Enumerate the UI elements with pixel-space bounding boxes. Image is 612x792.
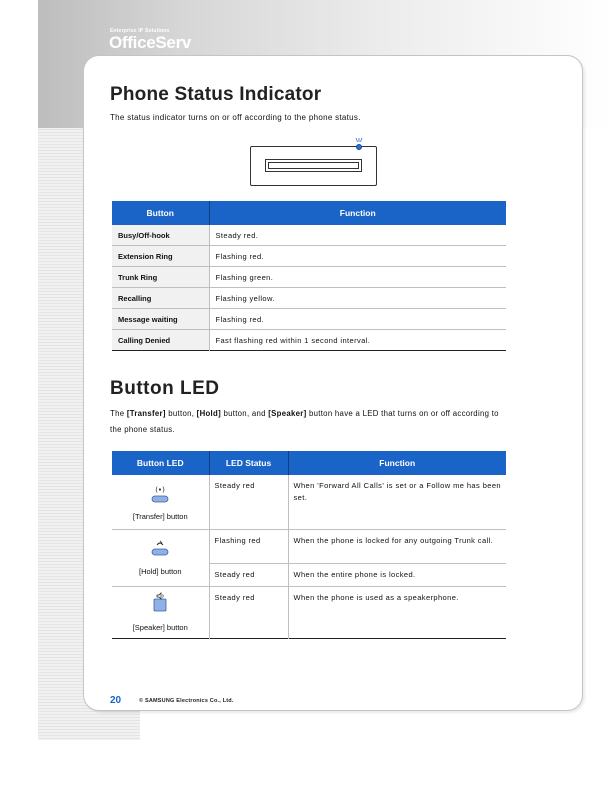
table-row (112, 586, 506, 638)
button-led-table (112, 451, 506, 639)
phone-display-illustration (250, 146, 377, 186)
table-row (112, 309, 506, 330)
brand-logo: OfficeServ (109, 33, 192, 52)
speaker-button-cell (112, 586, 209, 638)
led-function: When the entire phone is locked. (288, 563, 506, 586)
speaker-button-icon (149, 592, 171, 614)
transfer-button-icon (149, 483, 171, 505)
section-title-button-led: Button LED (110, 378, 220, 399)
section-intro-phone-status: The status indicator turns on or off according to the phone status. (110, 113, 361, 122)
led-function: When the phone is locked for any outgoing Trunk call. (293, 535, 494, 545)
row-function: Flashing green. (209, 267, 506, 288)
page-number: 20 (110, 695, 122, 706)
row-button: Busy/Off-hook (112, 225, 209, 246)
section-title-phone-status: Phone Status Indicator (110, 84, 322, 105)
transfer-button-label: [Transfer] button (132, 511, 188, 521)
header-button-led: Button LED (112, 451, 209, 475)
led-status: Steady red (209, 586, 288, 638)
svg-text:(•): (•) (155, 485, 166, 494)
brand-tagline: Enterprise IP Solutions (110, 28, 170, 34)
copyright-text: © SAMSUNG Electronics Co., Ltd. (139, 698, 234, 704)
table-row (112, 529, 506, 563)
table-row (112, 246, 506, 267)
hold-button-label: [Hold] button (138, 566, 182, 576)
table-row (112, 267, 506, 288)
header-function: Function (288, 451, 506, 475)
row-function: Steady red. (209, 225, 506, 246)
hold-button-icon (149, 540, 171, 558)
header-led-status: LED Status (209, 451, 288, 475)
table-row (112, 330, 506, 351)
table-row (112, 225, 506, 246)
section-intro-button-led: The [Transfer] button, [Hold] button, and [Speaker] button have a LED that turns on or off according to the phone status. (110, 409, 499, 434)
row-function: Flashing red. (209, 309, 506, 330)
row-button: Message waiting (112, 309, 209, 330)
transfer-button-cell (112, 475, 209, 529)
table-row (112, 475, 506, 529)
phone-status-table (112, 201, 506, 351)
led-status: Steady red (209, 475, 288, 529)
table-header-row (112, 451, 506, 475)
row-button: Extension Ring (112, 246, 209, 267)
led-function: When 'Forward All Calls' is set or a Follow me has been set. (288, 475, 506, 529)
header-function: Function (209, 201, 506, 225)
display-screen (265, 159, 362, 172)
row-function: Flashing yellow. (209, 288, 506, 309)
led-status: Steady red (209, 563, 288, 586)
row-button: Calling Denied (112, 330, 209, 351)
led-function: When the phone is used as a speakerphone. (293, 592, 459, 602)
status-indicator-led (356, 144, 362, 150)
row-button: Recalling (112, 288, 209, 309)
hold-button-cell (112, 529, 209, 586)
row-function: Flashing red. (209, 246, 506, 267)
table-header-row (112, 201, 506, 225)
header-button: Button (112, 201, 209, 225)
speaker-button-label: [Speaker] button (132, 623, 188, 632)
row-button: Trunk Ring (112, 267, 209, 288)
table-row (112, 288, 506, 309)
row-function: Fast flashing red within 1 second interval. (215, 335, 371, 345)
led-status: Flashing red (209, 529, 288, 563)
